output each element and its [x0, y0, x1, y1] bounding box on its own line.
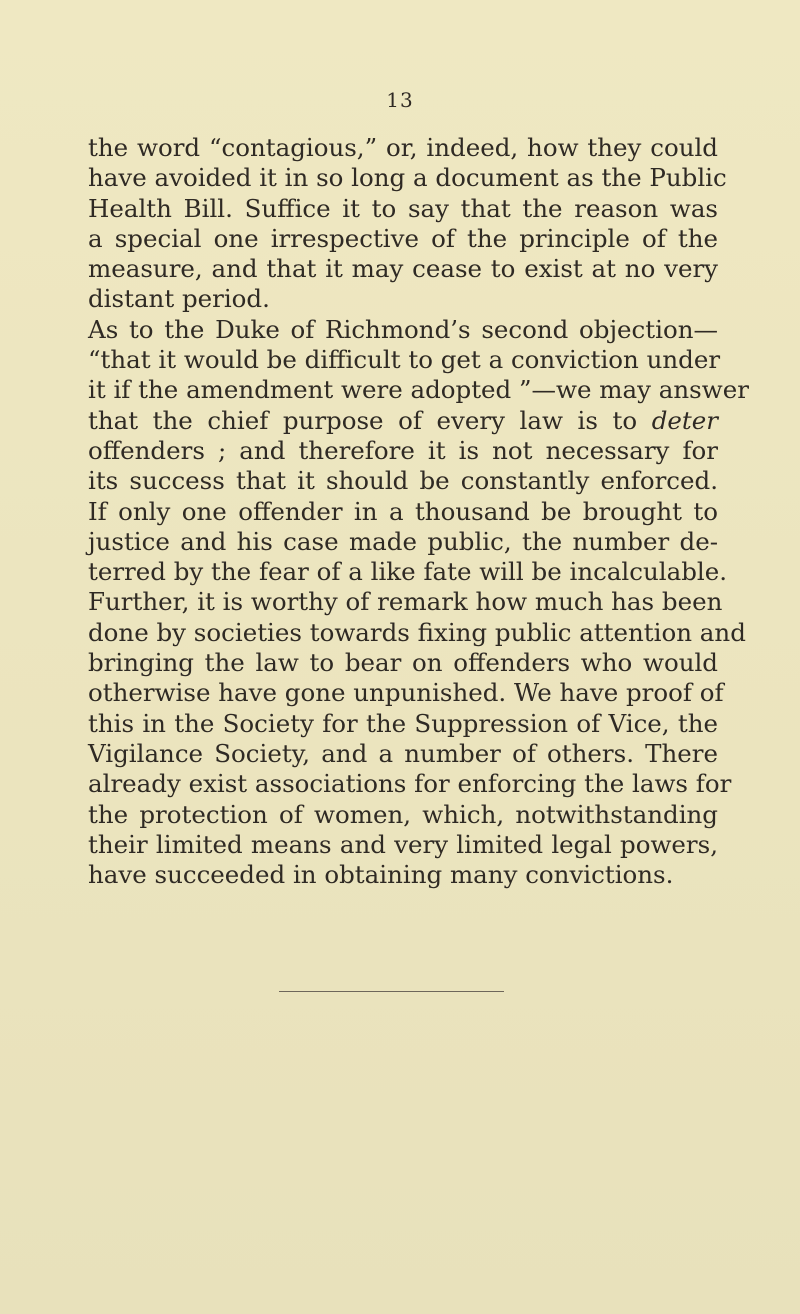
- text-line: have succeeded in obtaining many convictions.: [88, 860, 674, 890]
- text-line-part: that the chief purpose of every law is to: [88, 405, 638, 435]
- text-line: measure, and that it may cease to exist at no very: [88, 254, 718, 284]
- text-line: justice and his case made public, the number de-: [88, 526, 718, 556]
- text-line-with-emphasis: [88, 406, 718, 436]
- text-line: Further, it is worthy of remark how much has been: [88, 587, 723, 617]
- text-line: already exist associations for enforcing the laws for: [88, 769, 732, 799]
- text-line: “that it would be difficult to get a conviction under: [88, 345, 721, 375]
- text-line: it if the amendment were adopted ”—we may answer: [88, 375, 749, 405]
- text-line: the protection of women, which, notwithstanding: [88, 799, 718, 829]
- text-line: their limited means and very limited legal powers,: [88, 829, 718, 859]
- text-line: terred by the fear of a like fate will be incalculable.: [88, 557, 728, 587]
- text-line: otherwise have gone unpunished. We have proof of: [88, 678, 724, 708]
- emphasized-word: deter: [651, 405, 718, 435]
- text-line: Health Bill. Suffice it to say that the reason was: [88, 193, 718, 223]
- text-line: this in the Society for the Suppression of Vice, the: [88, 708, 718, 738]
- text-line: Vigilance Society, and a number of others. There: [88, 738, 718, 768]
- body-paragraphs: [88, 133, 749, 890]
- text-line: offenders ; and therefore it is not necessary for: [88, 435, 718, 465]
- text-line: the word “contagious,” or, indeed, how they could: [88, 133, 718, 162]
- text-line: its success that it should be constantly enforced.: [88, 466, 718, 496]
- text-line: As to the Duke of Richmond’s second objection—: [88, 314, 718, 344]
- page-number: 13: [386, 88, 414, 112]
- text-line: If only one offender in a thousand be brought to: [88, 496, 718, 526]
- text-line: done by societies towards fixing public attention and: [88, 617, 746, 647]
- text-line: a special one irrespective of the principle of the: [88, 223, 718, 253]
- text-line: bringing the law to bear on offenders who would: [88, 648, 718, 678]
- text-line: distant period.: [88, 284, 270, 314]
- section-divider: [279, 991, 504, 992]
- text-line: have avoided it in so long a document as the Public: [88, 163, 727, 193]
